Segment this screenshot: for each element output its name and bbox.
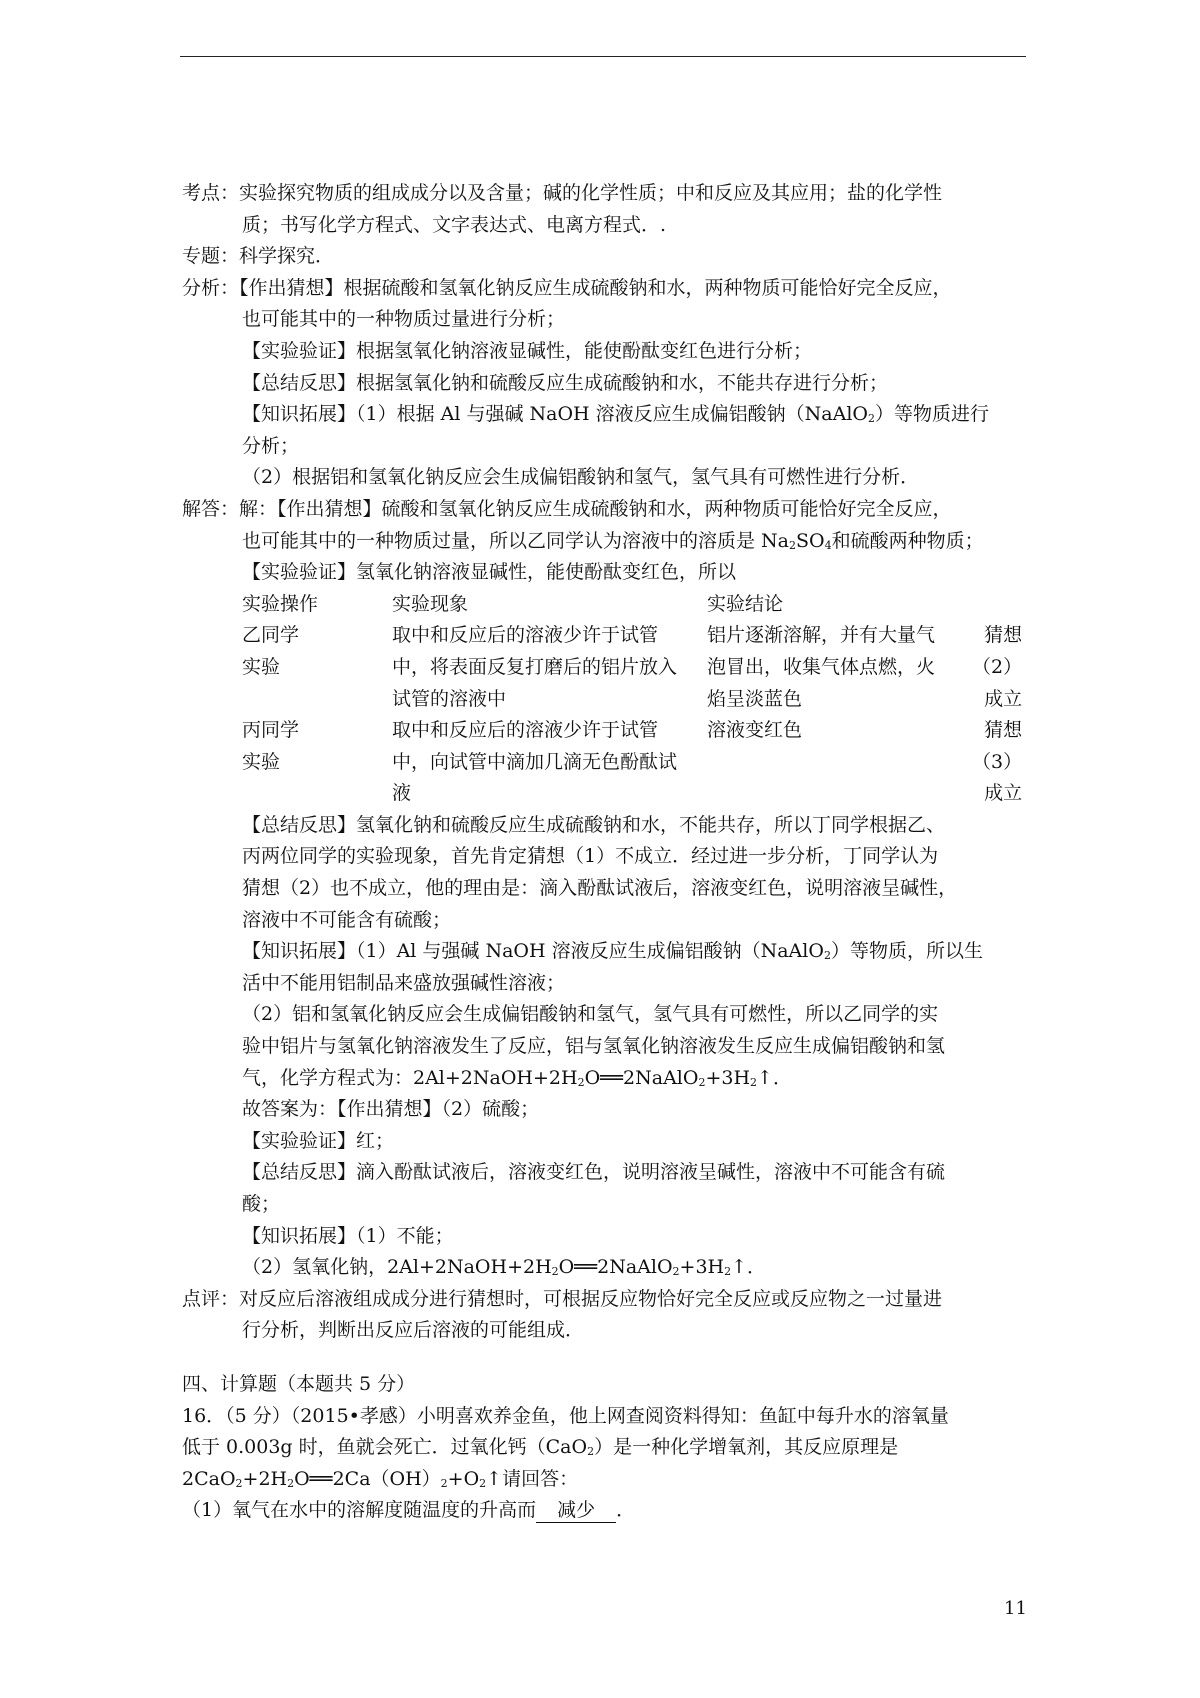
summary-line-1: 【总结反思】氢氧化钠和硫酸反应生成硫酸钠和水，不能共存，所以丁同学根据乙、 bbox=[242, 813, 946, 836]
jieda-line-1 bbox=[182, 494, 1032, 526]
table-cell: 焰呈淡蓝色 bbox=[707, 687, 803, 710]
q16-text-2a: 低于 0.003g 时，鱼就会死亡．过氧化钙（CaO bbox=[182, 1436, 588, 1459]
fenxi-line-5 bbox=[182, 399, 1032, 431]
extension-line-5 bbox=[182, 1063, 1032, 1095]
jieda-text-2b: SO bbox=[796, 529, 825, 552]
eq-sub-3: 2 bbox=[750, 1075, 758, 1089]
fenxi-label: 分析： bbox=[182, 276, 240, 299]
jieda-sub-2a: 2 bbox=[789, 538, 796, 552]
table-row bbox=[242, 778, 1022, 810]
q16-eq-b: +2H bbox=[242, 1467, 288, 1490]
jieda-sub-2b: 4 bbox=[824, 538, 832, 552]
ans-eq-b: O══2NaAlO bbox=[558, 1256, 673, 1279]
answer-line-6 bbox=[182, 1252, 1032, 1284]
table-cell bbox=[707, 747, 972, 779]
zhuanti-text: 科学探究． bbox=[239, 245, 335, 268]
jieda-text-2c: 和硫酸两种物质； bbox=[831, 529, 984, 552]
extension-line-2: 活中不能用铝制品来盛放强碱性溶液； bbox=[242, 971, 566, 994]
table-cell: 实验 bbox=[242, 655, 281, 678]
eq-text-a: 气，化学方程式为：2Al+2NaOH+2H bbox=[242, 1066, 578, 1089]
ans-eq-sub-2: 2 bbox=[672, 1265, 680, 1279]
q16-eq-sub-4: 2 bbox=[479, 1476, 487, 1490]
page-number: 11 bbox=[1004, 1598, 1027, 1619]
fenxi-line-7: （2）根据铝和氢氧化钠反应会生成偏铝酸钠和氢气，氢气具有可燃性进行分析． bbox=[242, 466, 920, 489]
table-cell: 中，将表面反复打磨后的铝片放入 bbox=[392, 655, 678, 678]
jieda-line-2 bbox=[182, 526, 1032, 558]
table-cell: 猜想 bbox=[984, 624, 1023, 647]
table-cell: 猜想 bbox=[984, 719, 1023, 742]
q16-eq-c: O══2Ca（OH） bbox=[294, 1467, 441, 1490]
fenxi-line-6: 分析； bbox=[242, 434, 300, 457]
fenxi-line-2: 也可能其中的一种物质过量进行分析； bbox=[242, 308, 566, 331]
table-cell: 铝片逐渐溶解，并有大量气 bbox=[707, 624, 936, 647]
dianping-line-1 bbox=[182, 1284, 1032, 1316]
table-header-extra bbox=[972, 589, 1022, 621]
table-row bbox=[242, 684, 1022, 716]
eq-sub-2: 2 bbox=[698, 1075, 706, 1089]
ans-eq-d: ↑． bbox=[731, 1256, 767, 1279]
summary-line-3: 猜想（2）也不成立，他的理由是：滴入酚酞试液后，溶液变红色，说明溶液呈碱性， bbox=[242, 877, 958, 900]
jieda-label: 解答： bbox=[182, 497, 240, 520]
q16-part-1-text: （1）氧气在水中的溶解度随温度的升高而 bbox=[182, 1499, 537, 1522]
ans-eq-c: +3H bbox=[679, 1256, 725, 1279]
table-cell: 试管的溶液中 bbox=[392, 687, 507, 710]
q16-answer-blank: 减少 bbox=[536, 1498, 616, 1523]
table-header-phenomenon: 实验现象 bbox=[392, 592, 469, 615]
eq-text-d: ↑． bbox=[757, 1066, 792, 1089]
ans-eq-sub-1: 2 bbox=[551, 1265, 559, 1279]
dianping-line-2: 行分析，判断出反应后溶液的可能组成． bbox=[242, 1319, 585, 1342]
q16-eq-d: +O bbox=[447, 1467, 480, 1490]
eq-text-b: O══2NaAlO bbox=[584, 1066, 699, 1089]
q16-sub-2: 2 bbox=[587, 1445, 595, 1459]
extension-sub-1: 2 bbox=[823, 949, 831, 963]
q16-text-2b: ）是一种化学增氧剂，其反应原理是 bbox=[594, 1436, 899, 1459]
table-cell: 泡冒出，收集气体点燃，火 bbox=[707, 655, 936, 678]
q16-eq-a: 2CaO bbox=[182, 1467, 236, 1490]
extension-text-1a: 【知识拓展】（1）Al 与强碱 NaOH 溶液反应生成偏铝酸钠（NaAlO bbox=[242, 940, 824, 963]
jieda-text-1: 解：【作出猜想】硫酸和氢氧化钠反应生成硫酸钠和水，两种物质可能恰好完全反应， bbox=[239, 497, 952, 520]
q16-eq-e: ↑请回答： bbox=[486, 1467, 579, 1490]
q16-eq-sub-1: 2 bbox=[235, 1476, 243, 1490]
table-cell: 取中和反应后的溶液少许于试管 bbox=[392, 719, 659, 742]
zhuanti-line bbox=[182, 241, 1032, 273]
document-body bbox=[182, 178, 1032, 1527]
table-cell: （2） bbox=[972, 655, 1023, 678]
ans-eq-a: （2）氢氧化钠，2Al+2NaOH+2H bbox=[242, 1256, 552, 1279]
q16-line-1: 16．（5 分）（2015•孝感）小明喜欢养金鱼，他上网查阅资料得知：鱼缸中每升水的溶氧量 bbox=[182, 1404, 949, 1427]
fenxi-line-4: 【总结反思】根据氢氧化钠和硫酸反应生成硫酸钠和水，不能共存进行分析； bbox=[242, 371, 889, 394]
header-rule bbox=[180, 56, 1026, 57]
table-row bbox=[242, 747, 1022, 779]
q16-part-1-end: ． bbox=[616, 1499, 636, 1522]
answer-line-2: 【实验验证】红； bbox=[242, 1129, 395, 1152]
table-cell: 成立 bbox=[984, 687, 1023, 710]
table-cell: 液 bbox=[392, 782, 412, 805]
table-cell: 实验 bbox=[242, 750, 281, 773]
table-cell: 取中和反应后的溶液少许于试管 bbox=[392, 624, 659, 647]
extension-line-1 bbox=[182, 936, 1032, 968]
kaodian-text-1: 实验探究物质的组成成分以及含量；碱的化学性质；中和反应及其应用；盐的化学性 bbox=[239, 182, 943, 204]
q16-eq-sub-3: 2 bbox=[440, 1476, 448, 1490]
extension-line-3: （2）铝和氢氧化钠反应会生成偏铝酸钠和氢气，氢气具有可燃性，所以乙同学的实 bbox=[242, 1003, 939, 1026]
table-row bbox=[242, 652, 1022, 684]
table-cell bbox=[242, 684, 392, 716]
dianping-text-1: 对反应后溶液组成成分进行猜想时，可根据反应物恰好完全反应或反应物之一过量进 bbox=[239, 1287, 943, 1310]
jieda-text-2a: 也可能其中的一种物质过量，所以乙同学认为溶液中的溶质是 Na bbox=[242, 529, 789, 552]
table-cell: 成立 bbox=[984, 782, 1023, 805]
summary-line-4: 溶液中不可能含有硫酸； bbox=[242, 908, 452, 931]
fenxi-text-5b: ）等物质进行 bbox=[874, 403, 989, 426]
extension-text-1b: ）等物质，所以生 bbox=[830, 940, 983, 963]
eq-sub-1: 2 bbox=[577, 1075, 585, 1089]
table-cell bbox=[242, 778, 392, 810]
fenxi-line-3: 【实验验证】根据氢氧化钠溶液显碱性，能使酚酞变红色进行分析； bbox=[242, 339, 813, 362]
table-cell: （3） bbox=[972, 750, 1023, 773]
kaodian-label: 考点： bbox=[182, 182, 240, 204]
section-gap bbox=[182, 1347, 1032, 1369]
answer-line-3: 【总结反思】滴入酚酞试液后，溶液变红色，说明溶液呈碱性，溶液中不可能含有硫 bbox=[242, 1161, 946, 1184]
ans-eq-sub-3: 2 bbox=[724, 1265, 732, 1279]
kaodian-line-2: 质；书写化学方程式、文字表达式、电离方程式．. bbox=[242, 213, 667, 236]
q16-line-3 bbox=[182, 1464, 1032, 1496]
table-header-conclusion: 实验结论 bbox=[707, 592, 784, 615]
kaodian-line-1 bbox=[182, 178, 1032, 210]
answer-line-5: 【知识拓展】（1）不能； bbox=[242, 1224, 454, 1247]
table-cell: 中，向试管中滴加几滴无色酚酞试 bbox=[392, 750, 678, 773]
section-4-title: 四、计算题（本题共 5 分） bbox=[182, 1372, 416, 1395]
table-header-row bbox=[242, 589, 1022, 621]
table-cell: 乙同学 bbox=[242, 624, 300, 647]
table-cell bbox=[707, 778, 972, 810]
answer-line-4: 酸； bbox=[242, 1193, 281, 1215]
fenxi-text-5a: 【知识拓展】（1）根据 Al 与强碱 NaOH 溶液反应生成偏铝酸钠（NaAlO bbox=[242, 403, 868, 426]
q16-eq-sub-2: 2 bbox=[287, 1476, 295, 1490]
zhuanti-label: 专题： bbox=[182, 245, 240, 268]
table-header-op: 实验操作 bbox=[242, 592, 319, 615]
answer-line-1: 故答案为：【作出猜想】（2）硫酸； bbox=[242, 1098, 540, 1121]
q16-part-1 bbox=[182, 1495, 1032, 1527]
fenxi-sub-5: 2 bbox=[867, 412, 875, 426]
experiment-table bbox=[242, 589, 1022, 810]
table-cell: 溶液变红色 bbox=[707, 719, 803, 742]
fenxi-text-1: 【作出猜想】根据硫酸和氢氧化钠反应生成硫酸钠和水，两种物质可能恰好完全反应， bbox=[239, 276, 952, 299]
q16-line-2 bbox=[182, 1432, 1032, 1464]
eq-text-c: +3H bbox=[705, 1066, 751, 1089]
dianping-label: 点评： bbox=[182, 1287, 240, 1310]
summary-line-2: 丙两位同学的实验现象，首先肯定猜想（1）不成立．经过进一步分析，丁同学认为 bbox=[242, 845, 939, 868]
table-row bbox=[242, 715, 1022, 747]
jieda-line-3: 【实验验证】氢氧化钠溶液显碱性，能使酚酞变红色，所以 bbox=[242, 561, 737, 584]
table-row bbox=[242, 620, 1022, 652]
table-cell: 丙同学 bbox=[242, 719, 300, 742]
extension-line-4: 验中铝片与氢氧化钠溶液发生了反应，铝与氢氧化钠溶液发生反应生成偏铝酸钠和氢 bbox=[242, 1035, 946, 1058]
fenxi-line-1 bbox=[182, 273, 1032, 305]
